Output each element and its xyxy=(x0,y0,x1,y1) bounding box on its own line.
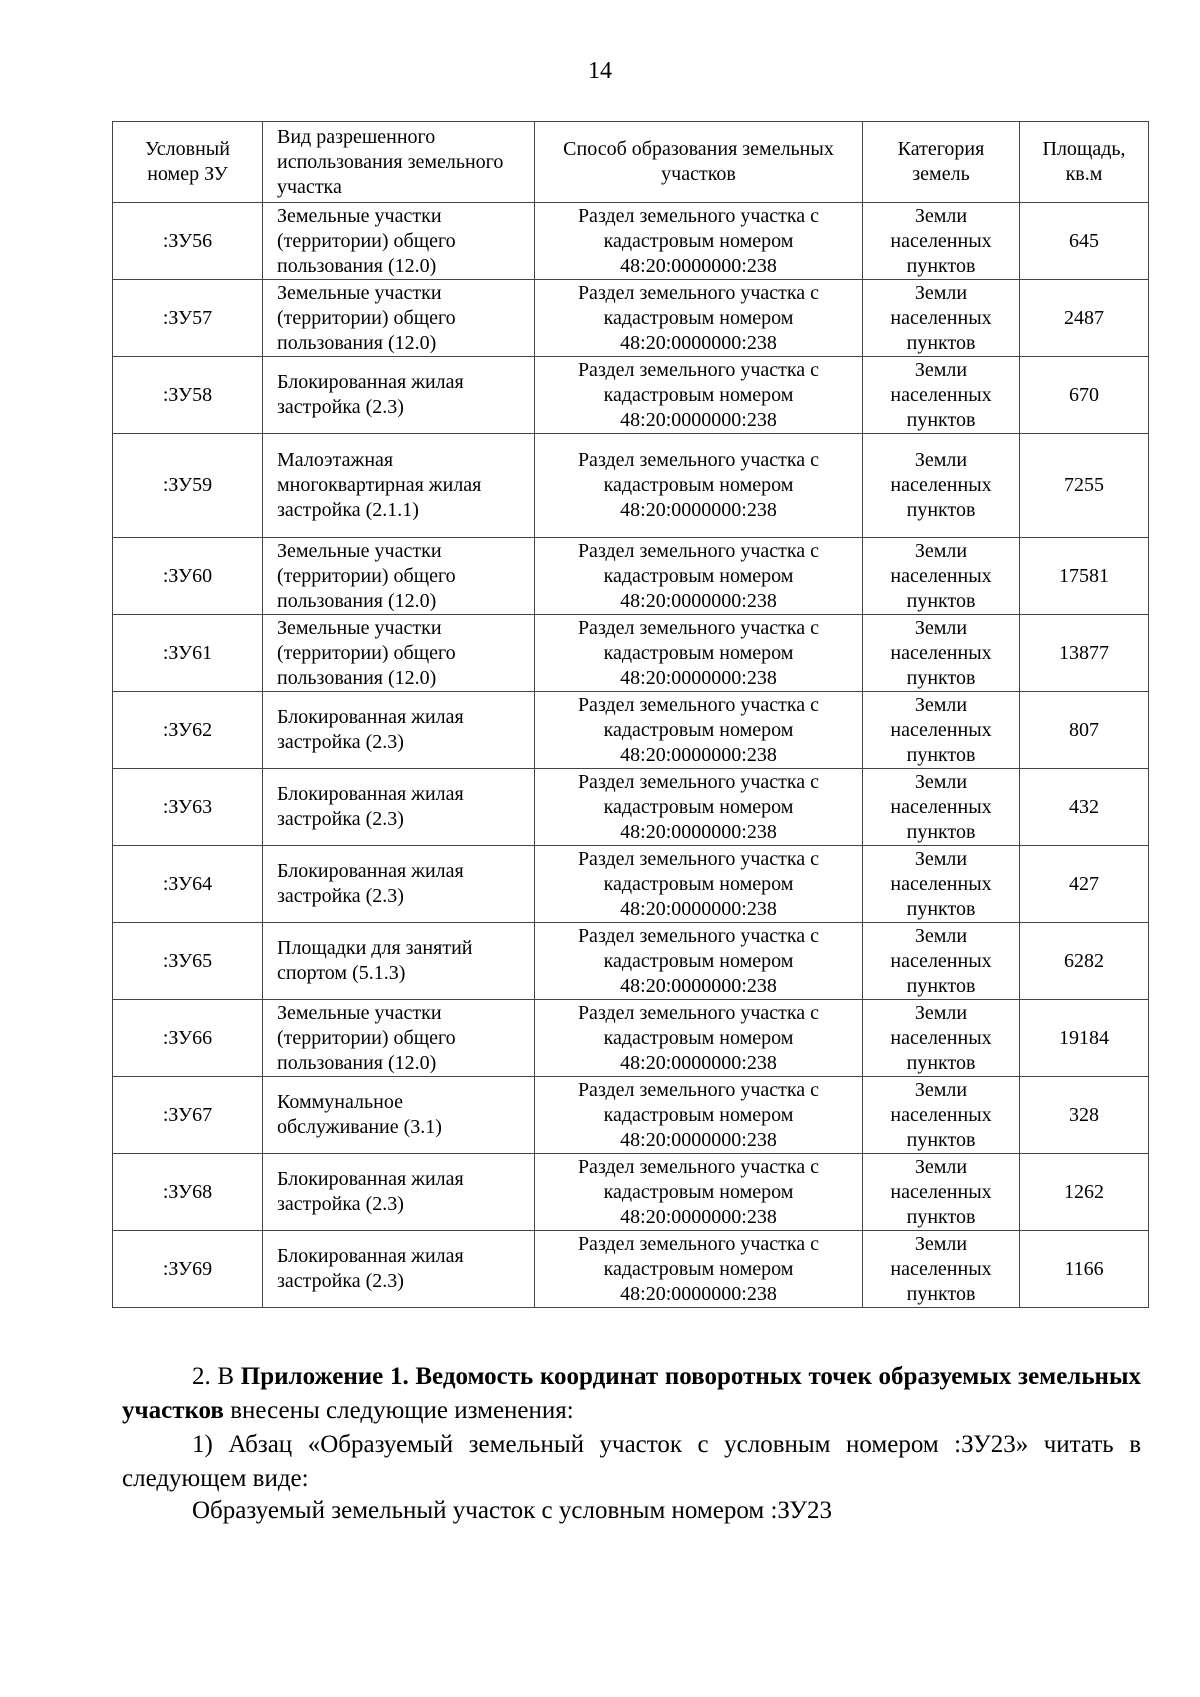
cell-plot-number: :ЗУ61 xyxy=(113,615,263,692)
cell-area: 807 xyxy=(1020,692,1149,769)
cell-area: 1262 xyxy=(1020,1154,1149,1231)
cell-plot-number: :ЗУ64 xyxy=(113,846,263,923)
cell-permitted-use: Блокированная жилая застройка (2.3) xyxy=(263,846,535,923)
table-row xyxy=(113,923,1149,1000)
table-row xyxy=(113,1154,1149,1231)
cell-plot-number: :ЗУ67 xyxy=(113,1077,263,1154)
cell-land-category: Земли населенных пунктов xyxy=(863,769,1020,846)
cell-formation-method: Раздел земельного участка с кадастровым номером 48:20:0000000:238 xyxy=(535,923,863,1000)
cell-plot-number: :ЗУ59 xyxy=(113,434,263,538)
header-area: Площадь, кв.м xyxy=(1020,122,1149,203)
cell-area: 7255 xyxy=(1020,434,1149,538)
cell-plot-number: :ЗУ66 xyxy=(113,1000,263,1077)
appendix-title: Приложение 1. Ведомость координат поворотных точек образуемых земельных участков xyxy=(122,1363,1141,1424)
cell-plot-number: :ЗУ68 xyxy=(113,1154,263,1231)
cell-permitted-use: Блокированная жилая застройка (2.3) xyxy=(263,1154,535,1231)
cell-area: 645 xyxy=(1020,203,1149,280)
cell-formation-method: Раздел земельного участка с кадастровым номером 48:20:0000000:238 xyxy=(535,434,863,538)
cell-formation-method: Раздел земельного участка с кадастровым номером 48:20:0000000:238 xyxy=(535,1000,863,1077)
cell-formation-method: Раздел земельного участка с кадастровым номером 48:20:0000000:238 xyxy=(535,357,863,434)
table-row xyxy=(113,615,1149,692)
cell-permitted-use: Блокированная жилая застройка (2.3) xyxy=(263,692,535,769)
cell-land-category: Земли населенных пунктов xyxy=(863,1154,1020,1231)
cell-plot-number: :ЗУ58 xyxy=(113,357,263,434)
amendment-suffix: внесены следующие изменения: xyxy=(223,1397,574,1424)
cell-area: 328 xyxy=(1020,1077,1149,1154)
cell-plot-number: :ЗУ60 xyxy=(113,538,263,615)
cell-land-category: Земли населенных пунктов xyxy=(863,357,1020,434)
cell-permitted-use: Блокированная жилая застройка (2.3) xyxy=(263,357,535,434)
cell-plot-number: :ЗУ62 xyxy=(113,692,263,769)
cell-land-category: Земли населенных пунктов xyxy=(863,1000,1020,1077)
cell-land-category: Земли населенных пунктов xyxy=(863,923,1020,1000)
table-row xyxy=(113,692,1149,769)
cell-permitted-use: Земельные участки (территории) общего пользования (12.0) xyxy=(263,280,535,357)
table-row xyxy=(113,1077,1149,1154)
amendment-heading-text: Образуемый земельный участок с условным номером :ЗУ23 xyxy=(192,1497,832,1524)
amendment-paragraph xyxy=(122,1360,1141,1428)
cell-area: 2487 xyxy=(1020,280,1149,357)
page-number: 14 xyxy=(588,58,612,84)
amendment-heading xyxy=(122,1494,1141,1528)
cell-area: 19184 xyxy=(1020,1000,1149,1077)
cell-permitted-use: Земельные участки (территории) общего пользования (12.0) xyxy=(263,615,535,692)
amendment-item-text: 1) Абзац «Образуемый земельный участок с условным номером :ЗУ23» читать в следующем виде: xyxy=(122,1431,1141,1492)
cell-land-category: Земли населенных пунктов xyxy=(863,280,1020,357)
cell-permitted-use: Земельные участки (территории) общего пользования (12.0) xyxy=(263,203,535,280)
cell-land-category: Земли населенных пунктов xyxy=(863,1231,1020,1308)
cell-land-category: Земли населенных пунктов xyxy=(863,203,1020,280)
table-row xyxy=(113,846,1149,923)
cell-land-category: Земли населенных пунктов xyxy=(863,1077,1020,1154)
cell-formation-method: Раздел земельного участка с кадастровым номером 48:20:0000000:238 xyxy=(535,1154,863,1231)
cell-land-category: Земли населенных пунктов xyxy=(863,615,1020,692)
table-row xyxy=(113,203,1149,280)
cell-area: 6282 xyxy=(1020,923,1149,1000)
cell-formation-method: Раздел земельного участка с кадастровым номером 48:20:0000000:238 xyxy=(535,1231,863,1308)
table-body xyxy=(113,203,1149,1308)
cell-area: 13877 xyxy=(1020,615,1149,692)
cell-permitted-use: Блокированная жилая застройка (2.3) xyxy=(263,1231,535,1308)
cell-formation-method: Раздел земельного участка с кадастровым номером 48:20:0000000:238 xyxy=(535,769,863,846)
cell-area: 17581 xyxy=(1020,538,1149,615)
cell-plot-number: :ЗУ57 xyxy=(113,280,263,357)
header-permitted-use: Вид разрешенного использования земельного участка xyxy=(263,122,535,203)
cell-formation-method: Раздел земельного участка с кадастровым номером 48:20:0000000:238 xyxy=(535,615,863,692)
cell-formation-method: Раздел земельного участка с кадастровым номером 48:20:0000000:238 xyxy=(535,846,863,923)
cell-area: 1166 xyxy=(1020,1231,1149,1308)
cell-land-category: Земли населенных пунктов xyxy=(863,434,1020,538)
header-land-category: Категория земель xyxy=(863,122,1020,203)
cell-formation-method: Раздел земельного участка с кадастровым номером 48:20:0000000:238 xyxy=(535,692,863,769)
table-row xyxy=(113,1231,1149,1308)
table-header-row xyxy=(113,122,1149,203)
table-row xyxy=(113,769,1149,846)
table-row xyxy=(113,357,1149,434)
amendment-prefix: 2. В xyxy=(192,1363,241,1390)
table-row xyxy=(113,538,1149,615)
cell-area: 427 xyxy=(1020,846,1149,923)
cell-area: 670 xyxy=(1020,357,1149,434)
cell-permitted-use: Коммунальное обслуживание (3.1) xyxy=(263,1077,535,1154)
cell-permitted-use: Блокированная жилая застройка (2.3) xyxy=(263,769,535,846)
cell-formation-method: Раздел земельного участка с кадастровым номером 48:20:0000000:238 xyxy=(535,1077,863,1154)
amendment-item xyxy=(122,1428,1141,1496)
header-formation-method: Способ образования земельных участков xyxy=(535,122,863,203)
table-row xyxy=(113,1000,1149,1077)
cell-plot-number: :ЗУ69 xyxy=(113,1231,263,1308)
table-row xyxy=(113,280,1149,357)
land-plots-table xyxy=(112,121,1149,1308)
cell-formation-method: Раздел земельного участка с кадастровым номером 48:20:0000000:238 xyxy=(535,203,863,280)
cell-formation-method: Раздел земельного участка с кадастровым номером 48:20:0000000:238 xyxy=(535,280,863,357)
table-row xyxy=(113,434,1149,538)
cell-permitted-use: Земельные участки (территории) общего пользования (12.0) xyxy=(263,1000,535,1077)
cell-area: 432 xyxy=(1020,769,1149,846)
cell-permitted-use: Площадки для занятий спортом (5.1.3) xyxy=(263,923,535,1000)
cell-formation-method: Раздел земельного участка с кадастровым номером 48:20:0000000:238 xyxy=(535,538,863,615)
cell-plot-number: :ЗУ65 xyxy=(113,923,263,1000)
cell-plot-number: :ЗУ56 xyxy=(113,203,263,280)
cell-plot-number: :ЗУ63 xyxy=(113,769,263,846)
cell-permitted-use: Малоэтажная многоквартирная жилая застройка (2.1.1) xyxy=(263,434,535,538)
cell-land-category: Земли населенных пунктов xyxy=(863,692,1020,769)
cell-land-category: Земли населенных пунктов xyxy=(863,846,1020,923)
cell-land-category: Земли населенных пунктов xyxy=(863,538,1020,615)
header-plot-number: Условный номер ЗУ xyxy=(113,122,263,203)
cell-permitted-use: Земельные участки (территории) общего пользования (12.0) xyxy=(263,538,535,615)
